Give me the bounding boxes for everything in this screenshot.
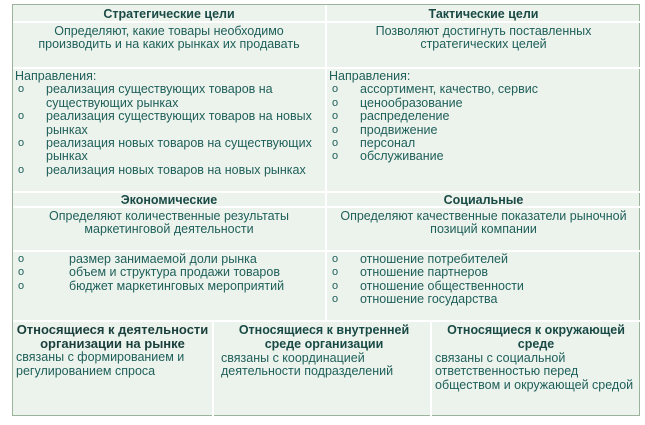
bullet-icon: o — [18, 83, 25, 96]
strategic-directions-list — [13, 83, 325, 177]
bullet-icon: o — [332, 83, 339, 96]
list-item: o ценообразование — [332, 95, 463, 110]
market-activity-goals — [13, 322, 214, 417]
list-item: o реализация существующих товаров на существующих рынках — [18, 82, 273, 110]
list-item: o отношение общественности — [332, 278, 524, 293]
bullet-icon: o — [18, 163, 25, 176]
bullet-icon: o — [18, 110, 25, 123]
tactical-directions-label: Направления: — [329, 69, 411, 83]
market-activity-text: связаны с формированием и регулированием спроса — [16, 350, 185, 378]
social-goals-header: Социальные — [327, 193, 640, 208]
list-item: o персонал — [332, 136, 416, 151]
social-indicators — [327, 252, 640, 322]
list-item: o реализация новых товаров на новых рынках — [18, 162, 306, 177]
list-item: o реализация существующих товаров на новых рынках — [18, 109, 312, 137]
list-item: o отношение партнеров — [332, 265, 489, 280]
list-item: o отношение государства — [332, 292, 498, 307]
bullet-icon: o — [332, 293, 339, 306]
list-item: o продвижение — [332, 122, 438, 137]
bullet-icon: o — [18, 279, 25, 292]
list-item: o ассортимент, качество, сервис — [332, 82, 538, 97]
list-item: o распределение — [332, 109, 450, 124]
external-environment-header: Относящиеся к окружающей среде — [447, 323, 625, 351]
list-item: o бюджет маркетинговых мероприятий — [18, 278, 285, 293]
bullet-icon: o — [332, 137, 339, 150]
external-environment-goals — [432, 322, 640, 417]
list-item: o реализация новых товаров на существующих рынках — [18, 136, 312, 164]
goals-table — [12, 4, 640, 416]
tactical-goals-definition: Позволяют достигнуть поставленных стратегических целей — [327, 23, 640, 69]
internal-environment-header: Относящиеся к внутренней среде организации — [238, 323, 410, 351]
social-indicators-list — [327, 253, 640, 307]
list-item: o размер занимаемой доли рынка — [18, 252, 257, 266]
internal-environment-goals — [214, 322, 432, 417]
bullet-icon: o — [332, 96, 339, 109]
strategic-goals-header: Стратегические цели — [13, 5, 327, 23]
strategic-directions — [13, 69, 327, 193]
strategic-directions-label: Направления: — [15, 69, 97, 83]
bullet-icon: o — [332, 110, 339, 123]
tactical-directions — [327, 69, 640, 193]
external-environment-text: связаны с социальной ответственностью перед обществом и окружающей средой — [435, 351, 634, 392]
economic-goals-definition: Определяют количественные результаты маркетинговой деятельности — [13, 208, 327, 252]
economic-indicators-list — [13, 253, 325, 293]
bullet-icon: o — [332, 150, 339, 163]
bullet-icon: o — [332, 123, 339, 136]
list-item: o обслуживание — [332, 149, 444, 164]
bullet-icon: o — [18, 137, 25, 150]
bullet-icon: o — [18, 253, 25, 265]
bullet-icon: o — [332, 253, 339, 265]
bullet-icon: o — [332, 279, 339, 292]
list-item: o объем и структура продажи товаров — [18, 265, 280, 280]
social-goals-definition: Определяют качественные показатели рыночной позиций компании — [327, 208, 640, 252]
economic-goals-header: Экономические — [13, 193, 327, 208]
internal-environment-text: связаны с координацией деятельности подразделений — [221, 351, 394, 379]
tactical-directions-list — [327, 83, 640, 163]
market-activity-header: Относящиеся к деятельности организации на рынке — [16, 322, 209, 351]
strategic-goals-definition: Определяют, какие товары необходимо производить и на каких рынках их продавать — [13, 23, 327, 69]
bullet-icon: o — [332, 266, 339, 279]
economic-indicators — [13, 252, 327, 322]
list-item: o отношение потребителей — [332, 252, 508, 266]
tactical-goals-header: Тактические цели — [327, 5, 640, 23]
bullet-icon: o — [18, 266, 25, 279]
